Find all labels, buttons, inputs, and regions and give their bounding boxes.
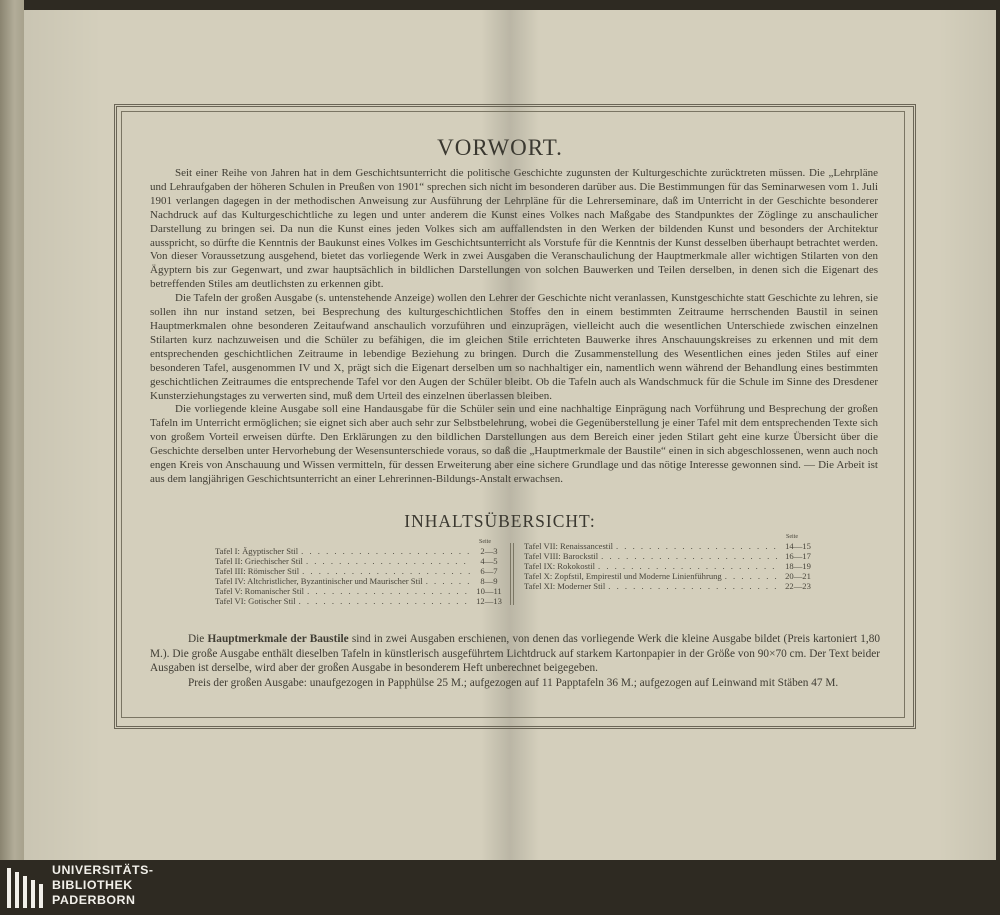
- toc-entry-pages: 10—11: [476, 586, 502, 596]
- toc-page-header: Seite: [479, 539, 491, 545]
- toc-entry: [524, 551, 814, 561]
- toc-entry-pages: 16—17: [785, 551, 811, 561]
- toc-entry: [215, 546, 505, 556]
- notice-text-post: sind in zwei Ausgaben erschienen, von denen das vorliegende Werk die kleine Ausgabe bildet (Preis kartoniert 1,80 M.). Die große Ausgabe enthält dieselben Tafeln in künstlerisch ausgeführtem Lichtdruck auf starkem Kartonpapier in der Größe von 90×70 cm. Der Text beider Ausgaben ist derselbe, wird aber der großen Ausgabe in besonderem Heft unberechnet beigegeben.: [150, 633, 880, 674]
- toc-entry: [215, 576, 505, 586]
- toc-entry: [215, 566, 505, 576]
- edition-notice: [150, 632, 880, 690]
- toc-entry: [524, 561, 814, 571]
- toc-entry: [524, 581, 814, 591]
- toc-entry-label: Tafel VI: Gotischer Stil: [215, 596, 296, 606]
- toc-divider: [510, 543, 514, 605]
- toc-entry-pages: 14—15: [785, 541, 811, 551]
- toc-entry-pages: 18—19: [785, 561, 811, 571]
- price-paragraph: Preis der großen Ausgabe: unaufgezogen in Papphülse 25 M.; aufgezogen auf 11 Papptafeln 36 M.; aufgezogen auf Leinwand mit Stäben 47 M.: [188, 676, 839, 689]
- toc-entry-label: Tafel IX: Rokokostil: [524, 561, 596, 571]
- toc-entry-pages: 22—23: [785, 581, 811, 591]
- toc-entry-pages: 6—7: [480, 566, 498, 576]
- preface-paragraph: Die vorliegende kleine Ausgabe soll eine Handausgabe für die Schüler sein und eine nachhaltige Einprägung nach Vorführung und Besprechung der großen Tafeln im Unterricht ermöglichen; sie eignet sich aber auch sehr zur Selbstbelehrung, wobei die Gegenüberstellung je einer Tafel mit dem entsprechenden Texte sich von großem Vorteil erweisen dürfte. Den Erklärungen zu den bildlichen Darstellungen aus dem Bereich einer jeden Stilart geht eine kurze Übersicht über die Geschichte derselben unter Hervorhebung der Wesensunterschiede voraus, so daß die „Hauptmerkmale der Baustile“ einen in sich abgeschlossenen, wenn auch noch engen Kreis von Anschauung und Wissen vermitteln, für dessen Erweiterung aber eine sichere Grundlage und das nötige Interesse gewonnen sind. — Die Arbeit ist aus dem langjährigen Geschichtsunterricht an einer Lehrerinnen-Bildungs-Anstalt erwachsen.: [150, 403, 878, 485]
- toc-entry: [524, 541, 814, 551]
- left-page-edge: [0, 0, 24, 860]
- toc-title: INHALTSÜBERSICHT:: [404, 511, 596, 531]
- edition-notice-paragraph: [150, 632, 880, 676]
- toc-entry-label: Tafel III: Römischer Stil: [215, 566, 300, 576]
- toc-entry-label: Tafel VIII: Barockstil: [524, 551, 599, 561]
- toc-entry-label: Tafel I: Ägyptischer Stil: [215, 546, 299, 556]
- preface-paragraph: Seit einer Reihe von Jahren hat in dem Geschichtsunterricht die politische Geschichte zugunsten der Kulturgeschichte zurücktreten müssen. Die „Lehrpläne und Lehraufgaben der höheren Schulen in Preußen von 1901“ sprechen sich nicht im besonderen darüber aus. Die Bestimmungen für das Seminarwesen vom 1. Juli 1901 verlangen dagegen in der methodischen Anweisung zur Ausführung der Lehrpläne für die Lehrerseminare, daß im Unterricht in der Geschichte besonderer Nachdruck auf das Kulturgeschichtliche zu legen und unter anderem die Kunst eines Volkes nach Maßgabe des Standpunktes der Zöglinge zu anschaulicher Darstellung zu bringen sei. Da nun die Kunst eines jeden Volkes sich am auffallendsten in den Werken der bildenden Kunst und besonders der Architektur ausspricht, so dürfte die Kenntnis der Baukunst eines Volkes im Geschichtsunterricht als Vorstufe für die Kenntnis der Kunst desselben überhaupt betrachtet werden. Von dieser Voraussetzung ausgehend, bietet das vorliegende Werk in zwei Ausgaben die Veranschaulichung der Hauptmerkmale aller wichtigen Stilarten von den Ägyptern bis zur Gegenwart, und zwar hauptsächlich in bildlichen Darstellungen von solchen Bauwerken und Teilen derselben, in denen sich die Eigenart des betreffenden Stiles am deutlichsten zu erkennen gibt.: [150, 167, 878, 291]
- toc-entry-pages: 4—5: [480, 556, 498, 566]
- toc-page-header: Seite: [786, 534, 798, 540]
- toc-entry-pages: 8—9: [480, 576, 498, 586]
- toc-right-column: [524, 534, 814, 591]
- library-name-line: UNIVERSITÄTS-: [52, 863, 154, 877]
- toc-entry: [524, 571, 814, 581]
- library-logo-icon: [6, 866, 44, 910]
- toc-left-column: [215, 539, 505, 606]
- library-name-line: BIBLIOTHEK: [52, 878, 133, 892]
- toc-entry-pages: 12—13: [476, 596, 502, 606]
- preface-text: [150, 167, 878, 487]
- toc-entry-label: Tafel V: Romanischer Stil: [215, 586, 305, 596]
- toc-entry: [215, 556, 505, 566]
- preface-paragraph: Die Tafeln der großen Ausgabe (s. untenstehende Anzeige) wollen den Lehrer der Geschichte nicht veranlassen, Kunstgeschichte statt Geschichte zu lehren, sie sollen ihn nur instand setzen, bei Besprechung des kulturgeschichtlichen Stoffes den in einem bestimmten Zeitraume herrschenden Baustil in seinen Hauptmerkmalen ohne besonderen Zeitaufwand anschaulich vorzuführen und einzuprägen, vielleicht auch die wesentlichen Unterschiede zwischen einzelnen Stilarten kurz nachzuweisen und die Schüler zu befähigen, die im gleichen Stile errichteten Bauwerke ihres Anschauungskreises zu erkennen und mit dem entsprechenden geschichtlichen Zeitraume in lebendige Beziehung zu bringen. Durch die Zusammenstellung des Wesentlichen eines jeden Stiles auf einer besonderen Tafel, ausgenommen IV und X, prägt sich die Eigenart derselben um so nachhaltiger ein, namentlich wenn während der Behandlung eines bestimmten geschichtlichen Zeitraumes die entsprechende Tafel vor den Augen der Schüler bleibt. Ob die Tafeln auch als Wandschmuck für die Schule im Sinne des Dresdener Kunsterziehungstages zu verwerten sind, muß dem Urteil des einzelnen überlassen bleiben.: [150, 292, 878, 402]
- notice-text-pre: Die: [188, 633, 208, 645]
- toc-entry-pages: 2—3: [480, 546, 498, 556]
- toc-entry-label: Tafel IV: Altchristlicher, Byzantinischer und Maurischer Stil: [215, 576, 423, 586]
- toc-entry: [215, 586, 505, 596]
- library-name: [52, 863, 154, 908]
- page-title: VORWORT.: [437, 135, 563, 160]
- toc-entry: [215, 596, 505, 606]
- toc-entry-label: Tafel X: Zopfstil, Empirestil und Moderne Linienführung: [524, 571, 722, 581]
- toc-entry-pages: 20—21: [785, 571, 811, 581]
- toc-entry-label: Tafel VII: Renaissancestil: [524, 541, 613, 551]
- library-name-line: PADERBORN: [52, 893, 136, 907]
- notice-work-title: Hauptmerkmale der Baustile: [207, 633, 349, 645]
- toc-entry-label: Tafel XI: Moderner Stil: [524, 581, 606, 591]
- toc-entry-label: Tafel II: Griechischer Stil: [215, 556, 303, 566]
